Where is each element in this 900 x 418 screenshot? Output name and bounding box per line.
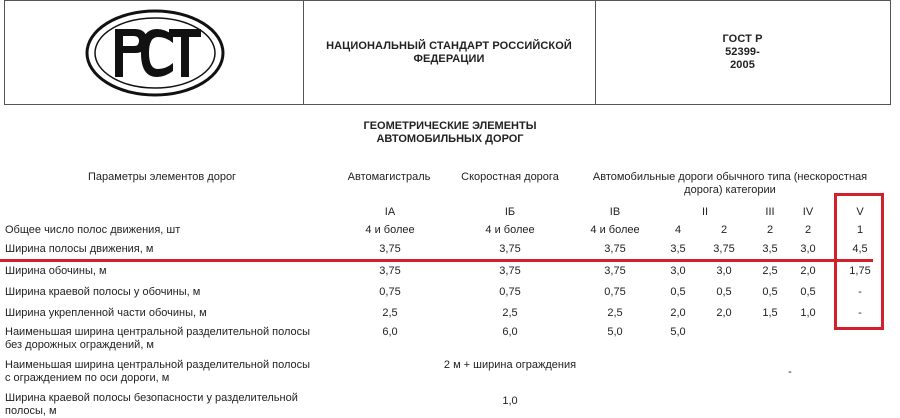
cell: 4 и более	[365, 224, 415, 236]
cell: 3,75	[604, 265, 626, 277]
cell: 3,0	[716, 265, 732, 277]
cell: 0,75	[499, 286, 521, 298]
cell: 5,0	[670, 326, 686, 338]
cell-span: 1,0	[502, 395, 518, 407]
cell: 5,0	[607, 326, 623, 338]
highlight-underline	[0, 259, 873, 262]
cell: 2,5	[382, 307, 398, 319]
cell: 6,0	[382, 326, 398, 338]
cell: 0,5	[762, 286, 778, 298]
row-label-lane-width: Ширина полосы движения, м	[5, 243, 154, 255]
row-label-shoulder-width: Ширина обочины, м	[5, 265, 107, 277]
row-label-edge-strip: Ширина краевой полосы у обочины, м	[5, 286, 201, 298]
cell: 2	[720, 224, 728, 236]
cell: 3,75	[499, 243, 521, 255]
cell: 2	[804, 224, 812, 236]
row-label-line: полосы, м	[5, 405, 57, 417]
cell: -	[858, 286, 862, 298]
row-label-line: Ширина краевой полосы безопасности у разделительной	[5, 392, 298, 404]
gost-line-3: 2005	[730, 59, 755, 71]
category-iii: III	[765, 206, 775, 218]
category-ia: IA	[384, 206, 396, 218]
highlight-box-category-v	[834, 193, 884, 330]
logo-cell	[5, 1, 304, 104]
cell: 1,0	[800, 307, 816, 319]
cell: 3,5	[762, 243, 778, 255]
category-ib: IБ	[504, 206, 516, 218]
cell: 2,5	[762, 265, 778, 277]
cell: 3,75	[499, 265, 521, 277]
row-label-median-with-barrier	[5, 359, 310, 385]
gost-number-cell	[595, 1, 890, 104]
col-header-params: Параметры элементов дорог	[88, 171, 237, 183]
rst-logo	[85, 9, 225, 97]
cell: 2,0	[670, 307, 686, 319]
cell: 1,5	[762, 307, 778, 319]
cell: 2,0	[716, 307, 732, 319]
cell: 3,0	[800, 243, 816, 255]
standard-name-line-2: ФЕДЕРАЦИИ	[413, 52, 485, 65]
cell: 3,5	[670, 243, 686, 255]
col-header-ordinary-line-2: дорога) категории	[684, 184, 776, 196]
gost-line-1: ГОСТ Р	[722, 33, 763, 45]
cell: 0,75	[379, 286, 401, 298]
row-label-line: без дорожных ограждений, м	[5, 339, 154, 351]
row-label-safety-strip	[5, 392, 298, 418]
standard-name-cell	[303, 1, 596, 104]
row-label-line: с ограждением по оси дороги, м	[5, 372, 170, 384]
row-label-reinforced-shoulder: Ширина укрепленной части обочины, м	[5, 307, 207, 319]
document-header	[4, 0, 891, 105]
cell: 2,5	[607, 307, 623, 319]
row-label-line: Наименьшая ширина центральной разделительной полосы	[5, 326, 311, 338]
cell: 4 и более	[485, 224, 535, 236]
row-label-line: Наименьшая ширина центральной разделительной полосы	[5, 359, 311, 371]
title-line-2: АВТОМОБИЛЬНЫХ ДОРОГ	[376, 133, 524, 145]
cell: 3,75	[379, 265, 401, 277]
cell: 0,5	[716, 286, 732, 298]
cell: 0,5	[800, 286, 816, 298]
document-title	[0, 120, 900, 146]
row-label-lanes-count: Общее число полос движения, шт	[5, 224, 181, 236]
cell: 3,75	[713, 243, 735, 255]
cell: 4 и более	[590, 224, 640, 236]
cell: 0,75	[604, 286, 626, 298]
cell: 0,5	[670, 286, 686, 298]
cell: 6,0	[502, 326, 518, 338]
cell: 4,5	[852, 243, 868, 255]
category-ii: II	[701, 206, 709, 218]
cell: -	[858, 307, 862, 319]
col-header-ordinary-line-1: Автомобильные дороги обычного типа (нескоростная	[592, 171, 868, 183]
cell: 2	[766, 224, 774, 236]
category-v: V	[856, 206, 864, 218]
cell: 2,5	[502, 307, 518, 319]
cell: 1	[856, 224, 864, 236]
cell-span: 2 м + ширина ограждения	[443, 359, 577, 371]
col-header-motorway: Автомагистраль	[347, 171, 431, 183]
cell: 1,75	[849, 265, 871, 277]
row-label-median-no-barrier	[5, 326, 310, 352]
category-iv-roman: IV	[802, 206, 814, 218]
standard-name-line-1: НАЦИОНАЛЬНЫЙ СТАНДАРТ РОССИЙСКОЙ	[326, 39, 572, 52]
col-header-express: Скоростная дорога	[461, 171, 559, 183]
cell: 3,75	[379, 243, 401, 255]
cell-dash: -	[788, 366, 792, 378]
category-iv: IВ	[609, 206, 621, 218]
cell: 3,0	[670, 265, 686, 277]
cell: 4	[674, 224, 682, 236]
title-line-1: ГЕОМЕТРИЧЕСКИЕ ЭЛЕМЕНТЫ	[363, 120, 537, 132]
cell: 2,0	[800, 265, 816, 277]
gost-line-2: 52399-	[725, 46, 760, 58]
cell: 3,75	[604, 243, 626, 255]
